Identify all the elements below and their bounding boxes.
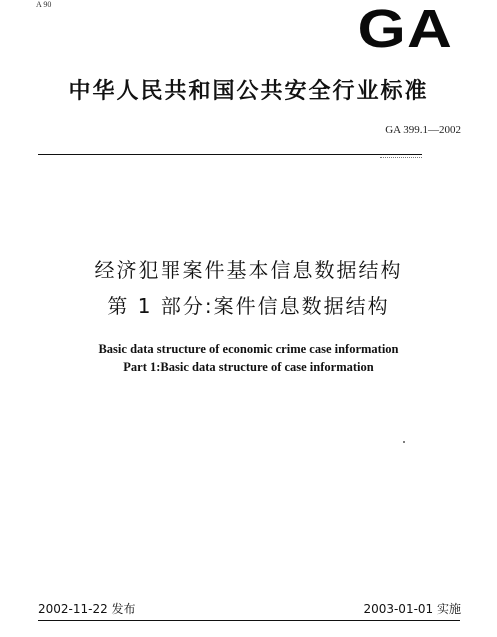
- standard-series-title: 中华人民共和国公共安全行业标准: [68, 79, 429, 104]
- title-english-line-2: Part 1:Basic data structure of case information: [123, 360, 374, 374]
- title-chinese-line-2: 第 1 部分:案件信息数据结构: [107, 294, 390, 318]
- implementation-date: 2003-01-01 实施: [363, 602, 461, 616]
- classification-code: A 90: [36, 0, 52, 9]
- scan-speck: [403, 441, 405, 443]
- footer-divider: [38, 620, 460, 621]
- ga-logo: GA: [357, 0, 453, 59]
- standard-number: GA 399.1—2002: [385, 124, 461, 136]
- header-divider-tail: [380, 157, 422, 158]
- title-chinese-line-1: 经济犯罪案件基本信息数据结构: [94, 258, 403, 282]
- issue-date: 2002-11-22 发布: [38, 602, 136, 616]
- title-english-line-1: Basic data structure of economic crime case information: [98, 342, 399, 356]
- header-divider: [38, 154, 422, 155]
